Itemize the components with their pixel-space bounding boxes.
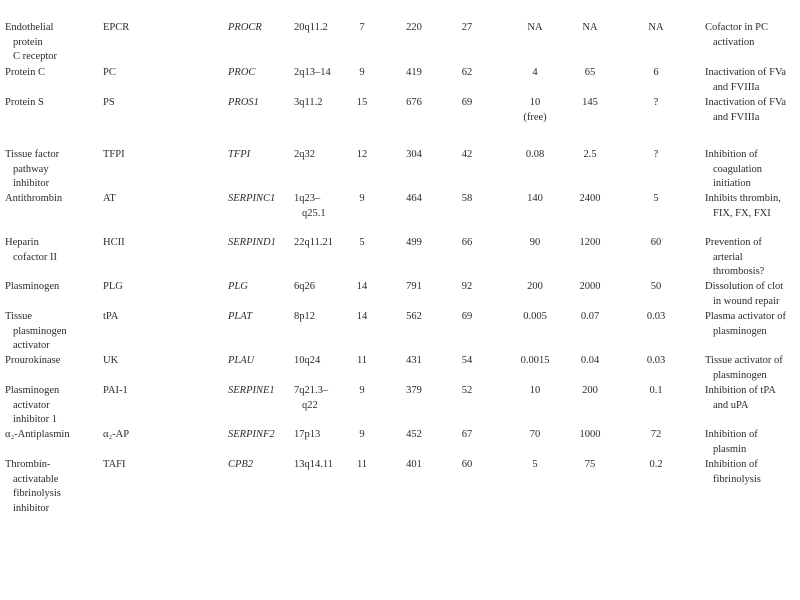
chromosome-locus-line: 2q32 xyxy=(294,149,315,160)
molar-concentration: 1200 xyxy=(579,237,601,248)
protein-name-line: Tissue factor xyxy=(5,149,60,160)
gene-symbol: PLAU xyxy=(228,355,255,366)
function-description-line: Prevention of xyxy=(705,237,762,248)
function-description-line: plasminogen xyxy=(713,325,767,337)
protein-name-line: inhibitor 1 xyxy=(13,414,58,425)
protein-name-line: inhibitor xyxy=(13,502,50,514)
plasma-concentration-line: 0.0015 xyxy=(520,355,550,366)
molar-concentration: 75 xyxy=(584,459,596,470)
protein-name xyxy=(5,310,95,354)
plasma-concentration xyxy=(510,21,560,36)
amino-acid-count: 791 xyxy=(406,281,422,292)
chromosome-locus xyxy=(294,236,352,251)
plasma-concentration xyxy=(510,192,560,207)
chromosome-locus-line: 1q23– xyxy=(294,193,321,204)
exon-count: 11 xyxy=(356,355,368,366)
function-description-line: plasmin xyxy=(713,443,747,455)
exon-count: 12 xyxy=(356,149,368,160)
exon-count: 14 xyxy=(356,311,368,322)
molecular-weight: 92 xyxy=(461,281,473,292)
protein-name xyxy=(5,192,95,207)
function-description-line: Inhibition of xyxy=(705,429,758,440)
plasma-concentration xyxy=(510,310,560,325)
gene-symbol: PLAT xyxy=(228,311,253,322)
plasma-concentration-line: 90 xyxy=(529,237,541,248)
function-description-line: and FVIIIa xyxy=(713,111,760,123)
function-description-line: FIX, FX, FXI xyxy=(713,207,771,219)
chromosome-locus-line: 13q14.11 xyxy=(294,459,333,470)
abbreviation: AT xyxy=(103,193,116,204)
chromosome-locus xyxy=(294,96,352,111)
amino-acid-count: 379 xyxy=(406,385,422,396)
function-description-line: arterial xyxy=(713,251,743,263)
plasma-concentration xyxy=(510,384,560,399)
plasma-concentration-line: (free) xyxy=(523,111,547,123)
molar-concentration: 2.5 xyxy=(583,149,597,160)
molecular-weight: 42 xyxy=(461,149,473,160)
molecular-weight: 52 xyxy=(461,385,473,396)
plasma-concentration xyxy=(510,66,560,81)
exon-count: 9 xyxy=(359,193,365,204)
abbreviation: PS xyxy=(103,97,115,108)
molecular-weight: 58 xyxy=(461,193,473,204)
protein-name xyxy=(5,280,95,295)
function-description xyxy=(705,310,800,339)
abbreviation: EPCR xyxy=(103,22,130,33)
exon-count: 5 xyxy=(359,237,365,248)
protein-name-line: Tissue xyxy=(5,311,33,322)
half-life: 5 xyxy=(653,193,659,204)
abbreviation: HCII xyxy=(103,237,125,248)
function-description-line: Dissolution of clot xyxy=(705,281,784,292)
chromosome-locus-line: q22 xyxy=(302,399,318,411)
protein-name-line: pathway xyxy=(13,163,49,175)
amino-acid-count: 401 xyxy=(406,459,422,470)
plasma-concentration-line: NA xyxy=(527,22,543,33)
chromosome-locus-line: 20q11.2 xyxy=(294,22,328,33)
protein-name-line: cofactor II xyxy=(13,251,58,263)
plasma-concentration xyxy=(510,354,560,369)
function-description-line: activation xyxy=(713,36,755,48)
gene-symbol: SERPINE1 xyxy=(228,385,275,396)
molecular-weight: 27 xyxy=(461,22,473,33)
half-life: 0.2 xyxy=(649,459,663,470)
exon-count: 14 xyxy=(356,281,368,292)
half-life: 0.1 xyxy=(649,385,663,396)
plasma-concentration-line: 10 xyxy=(529,97,541,108)
amino-acid-count: 304 xyxy=(406,149,422,160)
protein-name-line: Protein C xyxy=(5,67,45,78)
chromosome-locus-line: 17p13 xyxy=(294,429,321,440)
molecular-weight: 69 xyxy=(461,97,473,108)
protein-name-line: activator xyxy=(13,340,50,351)
molar-concentration: 2400 xyxy=(579,193,601,204)
plasma-concentration xyxy=(510,458,560,473)
protein-name xyxy=(5,66,95,81)
abbreviation: TFPI xyxy=(103,149,125,160)
plasma-concentration xyxy=(510,236,560,251)
protein-name-line: Plasminogen xyxy=(5,281,60,292)
function-description xyxy=(705,21,800,50)
protein-name-line: Plasminogen xyxy=(5,385,60,396)
exon-count: 15 xyxy=(356,97,368,108)
abbreviation: PAI-1 xyxy=(103,385,128,396)
half-life: 60 xyxy=(650,237,662,248)
chromosome-locus xyxy=(294,458,352,473)
chromosome-locus xyxy=(294,66,352,81)
plasma-concentration-line: 4 xyxy=(532,67,538,78)
gene-symbol: CPB2 xyxy=(228,459,254,470)
chromosome-locus xyxy=(294,354,352,369)
protein-name xyxy=(5,384,95,428)
half-life: 72 xyxy=(650,429,662,440)
protein-name-line: Prourokinase xyxy=(5,355,61,366)
function-description xyxy=(705,66,800,95)
chromosome-locus-line: 8p12 xyxy=(294,311,315,322)
molar-concentration: 1000 xyxy=(579,429,601,440)
function-description-line: Inhibition of xyxy=(705,459,758,470)
function-description-line: Inhibition of xyxy=(705,149,758,160)
function-description-line: fibrinolysis xyxy=(713,473,761,485)
gene-symbol: PROCR xyxy=(228,22,262,33)
function-description-line: coagulation xyxy=(713,163,762,175)
protein-name-line: Thrombin- xyxy=(5,459,51,470)
plasma-concentration-line: 200 xyxy=(527,281,543,292)
half-life: NA xyxy=(648,22,664,33)
abbreviation: TAFI xyxy=(103,459,126,470)
exon-count: 9 xyxy=(359,429,365,440)
plasma-concentration xyxy=(510,280,560,295)
function-description-line: and uPA xyxy=(713,399,749,411)
half-life: 6 xyxy=(653,67,659,78)
function-description-line: Plasma activator of xyxy=(705,311,787,322)
function-description-line: Inactivation of FVa xyxy=(705,97,787,108)
function-description xyxy=(705,96,800,125)
abbreviation: UK xyxy=(103,355,119,366)
chromosome-locus-line: 2q13–14 xyxy=(294,67,331,78)
function-description-line: Inactivation of FVa xyxy=(705,67,787,78)
chromosome-locus-line: 7q21.3– xyxy=(294,385,329,396)
function-description-line: plasminogen xyxy=(713,369,767,381)
plasma-concentration-line: 140 xyxy=(527,193,543,204)
protein-name-line: Heparin xyxy=(5,237,39,248)
molecular-weight: 62 xyxy=(461,67,473,78)
amino-acid-count: 419 xyxy=(406,67,422,78)
molar-concentration: 0.04 xyxy=(580,355,600,366)
exon-count: 11 xyxy=(356,459,368,470)
chromosome-locus-line: 6q26 xyxy=(294,281,315,292)
gene-symbol: PLG xyxy=(228,281,248,292)
gene-symbol: SERPINF2 xyxy=(228,429,275,440)
protein-name-line: plasminogen xyxy=(13,325,67,337)
molar-concentration: 2000 xyxy=(579,281,601,292)
function-description-line: in wound repair xyxy=(713,295,780,307)
plasma-concentration-line: 5 xyxy=(532,459,538,470)
plasma-concentration-line: 70 xyxy=(529,429,541,440)
half-life: 0.03 xyxy=(646,311,666,322)
protein-name-line: inhibitor xyxy=(13,178,50,189)
amino-acid-count: 562 xyxy=(406,311,422,322)
chromosome-locus-line: 3q11.2 xyxy=(294,97,323,108)
exon-count: 7 xyxy=(359,22,365,33)
plasma-concentration xyxy=(510,96,560,125)
molar-concentration: 145 xyxy=(582,97,598,108)
abbreviation: PC xyxy=(103,67,116,78)
function-description xyxy=(705,192,800,221)
function-description xyxy=(705,354,800,383)
plasma-concentration-line: 0.08 xyxy=(525,149,545,160)
half-life: 0.03 xyxy=(646,355,666,366)
chromosome-locus xyxy=(294,21,352,36)
half-life: ? xyxy=(653,149,659,160)
gene-symbol: PROS1 xyxy=(228,97,259,108)
plasma-concentration-line: 0.005 xyxy=(523,311,547,322)
chromosome-locus-line: q25.1 xyxy=(302,207,326,219)
protein-name-line: Endothelial xyxy=(5,22,54,33)
protein-name-line: activatable xyxy=(13,473,59,485)
exon-count: 9 xyxy=(359,385,365,396)
function-description xyxy=(705,428,800,457)
amino-acid-count: 676 xyxy=(406,97,422,108)
molar-concentration: NA xyxy=(582,22,598,33)
protein-name xyxy=(5,148,95,192)
plasma-concentration xyxy=(510,148,560,163)
chromosome-locus xyxy=(294,310,352,325)
protein-name xyxy=(5,236,95,265)
molar-concentration: 0.07 xyxy=(580,311,600,322)
molecular-weight: 66 xyxy=(461,237,473,248)
molar-concentration: 65 xyxy=(584,67,596,78)
function-description-line: Inhibition of tPA xyxy=(705,385,776,396)
protein-name-line: protein xyxy=(13,36,43,48)
function-description-line: Inhibits thrombin, xyxy=(705,193,781,204)
gene-symbol: SERPINC1 xyxy=(228,193,276,204)
function-description xyxy=(705,280,800,309)
function-description-line: thrombosis? xyxy=(713,266,765,277)
function-description-line: Tissue activator of xyxy=(705,355,783,366)
molecular-weight: 67 xyxy=(461,429,473,440)
plasma-concentration-line: 10 xyxy=(529,385,541,396)
amino-acid-count: 499 xyxy=(406,237,422,248)
gene-symbol: TFPI xyxy=(228,149,251,160)
function-description xyxy=(705,148,800,192)
amino-acid-count: 464 xyxy=(406,193,422,204)
function-description-line: Cofactor in PC xyxy=(705,22,768,33)
chromosome-locus xyxy=(294,280,352,295)
half-life: ? xyxy=(653,97,659,108)
amino-acid-count: 452 xyxy=(406,429,422,440)
chromosome-locus-line: 22q11.21 xyxy=(294,237,333,248)
protein-name-line: Antithrombin xyxy=(5,193,63,204)
protein-name xyxy=(5,96,95,111)
molecular-weight: 54 xyxy=(461,355,473,366)
protein-name-line: α₂-Antiplasmin xyxy=(5,429,70,440)
abbreviation: α₂-AP xyxy=(103,429,130,440)
protein-name xyxy=(5,21,95,65)
protein-name-line: fibrinolysis xyxy=(13,488,61,499)
function-description xyxy=(705,458,800,487)
function-description-line: initiation xyxy=(713,178,751,189)
plasma-concentration xyxy=(510,428,560,443)
gene-symbol: SERPIND1 xyxy=(228,237,276,248)
protein-name xyxy=(5,354,95,369)
amino-acid-count: 431 xyxy=(406,355,422,366)
exon-count: 9 xyxy=(359,67,365,78)
protein-name xyxy=(5,428,95,443)
function-description xyxy=(705,236,800,280)
chromosome-locus xyxy=(294,384,352,413)
abbreviation: tPA xyxy=(103,311,119,322)
protein-name xyxy=(5,458,95,516)
molar-concentration: 200 xyxy=(582,385,598,396)
protein-name-line: Protein S xyxy=(5,97,44,108)
gene-symbol: PROC xyxy=(228,67,256,78)
chromosome-locus xyxy=(294,192,352,221)
function-description-line: and FVIIIa xyxy=(713,81,760,93)
abbreviation: PLG xyxy=(103,281,123,292)
chromosome-locus xyxy=(294,148,352,163)
molecular-weight: 60 xyxy=(461,459,473,470)
protein-name-line: C receptor xyxy=(13,51,58,62)
half-life: 50 xyxy=(650,281,662,292)
protein-name-line: activator xyxy=(13,399,50,411)
amino-acid-count: 220 xyxy=(406,22,422,33)
function-description xyxy=(705,384,800,413)
chromosome-locus xyxy=(294,428,352,443)
chromosome-locus-line: 10q24 xyxy=(294,355,321,366)
molecular-weight: 69 xyxy=(461,311,473,322)
